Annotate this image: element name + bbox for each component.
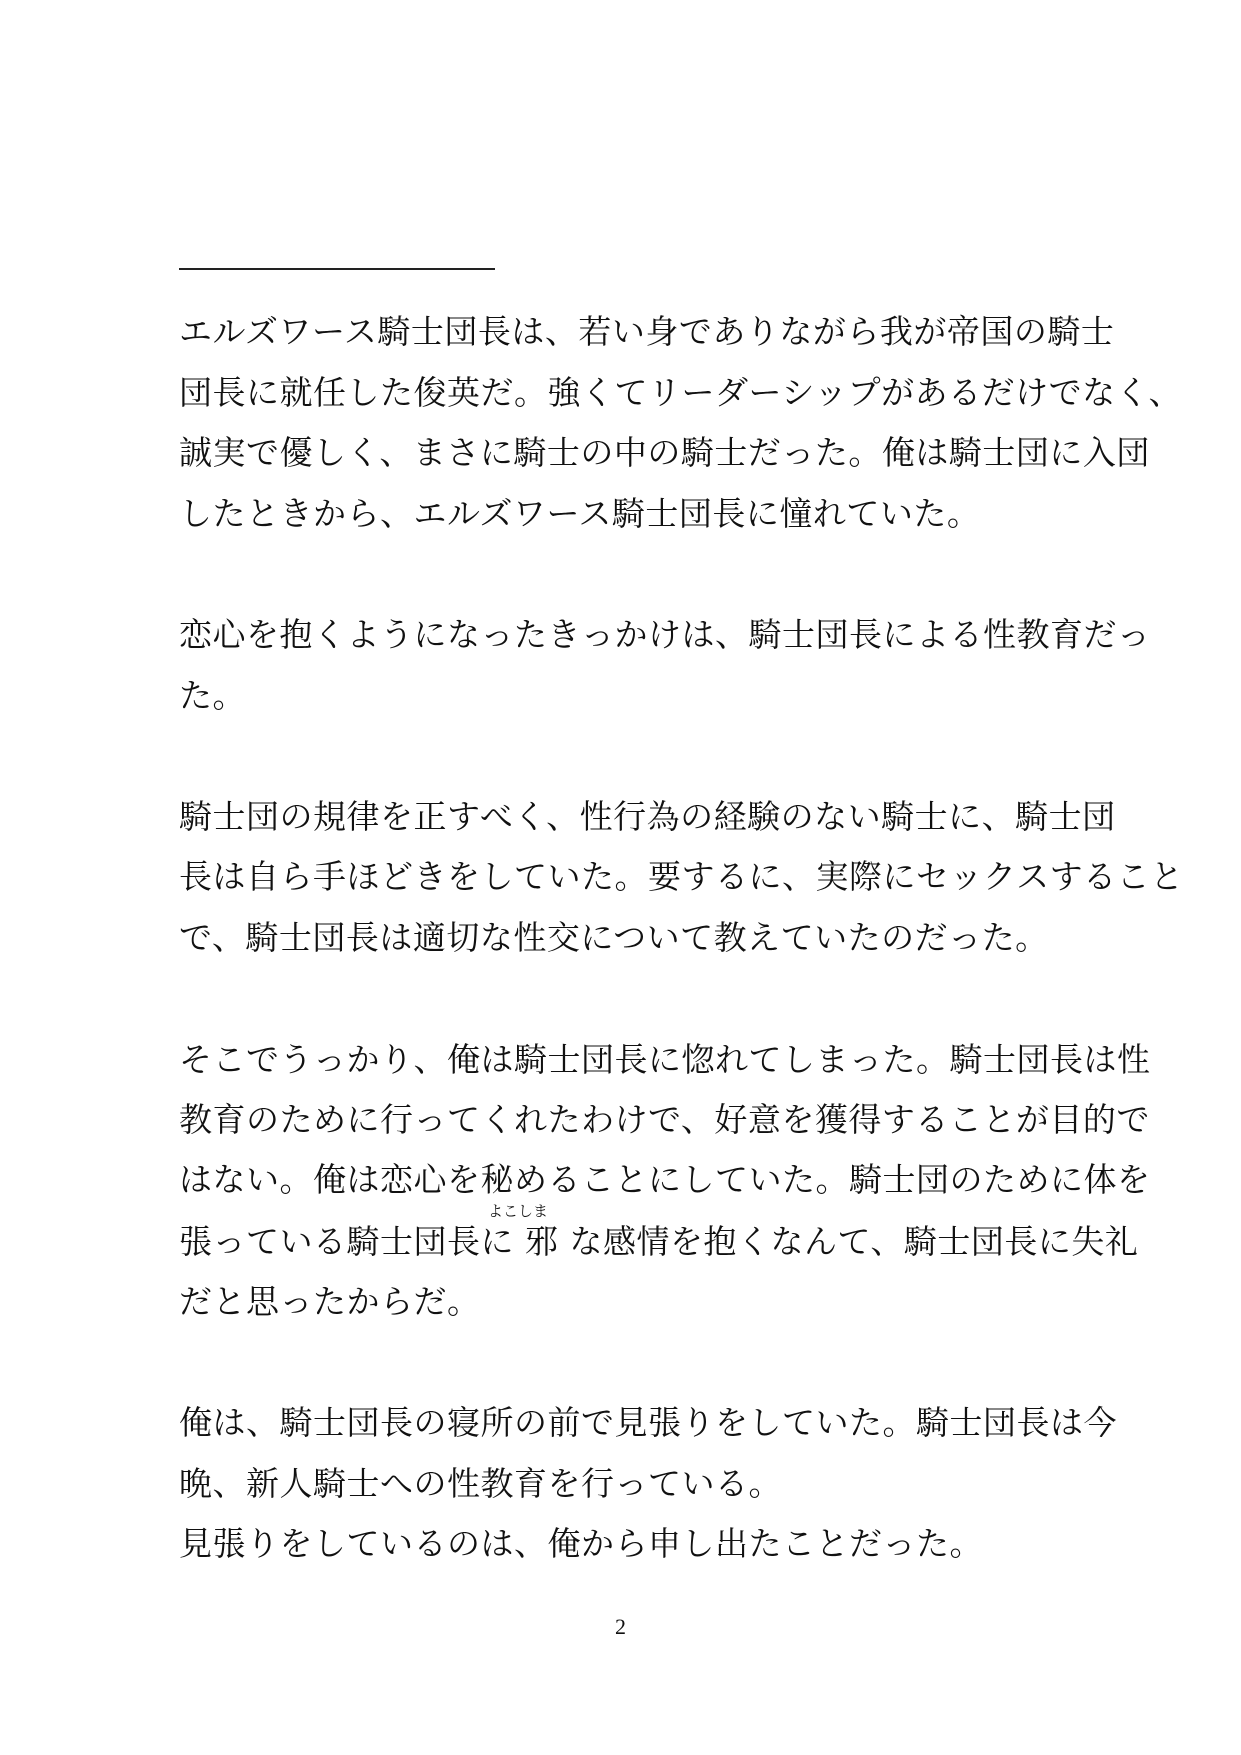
text-line: 晩、新人騎士への性教育を行っている。 [179,1464,782,1503]
text-line: だと思ったからだ。 [179,1282,481,1321]
text-line: 誠実で優しく、まさに騎士の中の騎士だった。俺は騎士団に入団 [179,433,1150,472]
text-line: 張っている騎士団長に 邪 な感情を抱くなんて、騎士団長に失礼 [179,1222,1139,1261]
text-line: 長は自ら手ほどきをしていた。要するに、実際にセックスすること [179,857,1184,896]
text-line: 見張りをしているのは、俺から申し出たことだった。 [179,1524,983,1563]
text-line: 教育のために行ってくれたわけで、好意を獲得することが目的で [179,1100,1150,1139]
text-line: で、騎士団長は適切な性交について教えていたのだった。 [179,918,1049,957]
text-line: た。 [179,676,246,715]
text-line: 騎士団の規律を正すべく、性行為の経験のない騎士に、騎士団 [179,797,1116,836]
text-line: はない。俺は恋心を秘めることにしていた。騎士団のために体を [179,1160,1151,1199]
page-number: 2 [615,1614,626,1639]
text-line: そこでうっかり、俺は騎士団長に惚れてしまった。騎士団長は性 [179,1040,1151,1079]
text-line: 恋心を抱くようになったきっかけは、騎士団長による性教育だっ [179,615,1151,654]
text-line: エルズワース騎士団長は、若い身でありながら我が帝国の騎士 [179,312,1115,351]
text-line: したときから、エルズワース騎士団長に憧れていた。 [179,494,981,533]
text-line: 俺は、騎士団長の寝所の前で見張りをしていた。騎士団長は今 [179,1403,1117,1442]
text-line: 団長に就任した俊英だ。強くてリーダーシップがあるだけでなく、 [179,373,1183,412]
separator-rule [179,268,495,270]
ruby-annotation: よこしま [488,1202,549,1220]
